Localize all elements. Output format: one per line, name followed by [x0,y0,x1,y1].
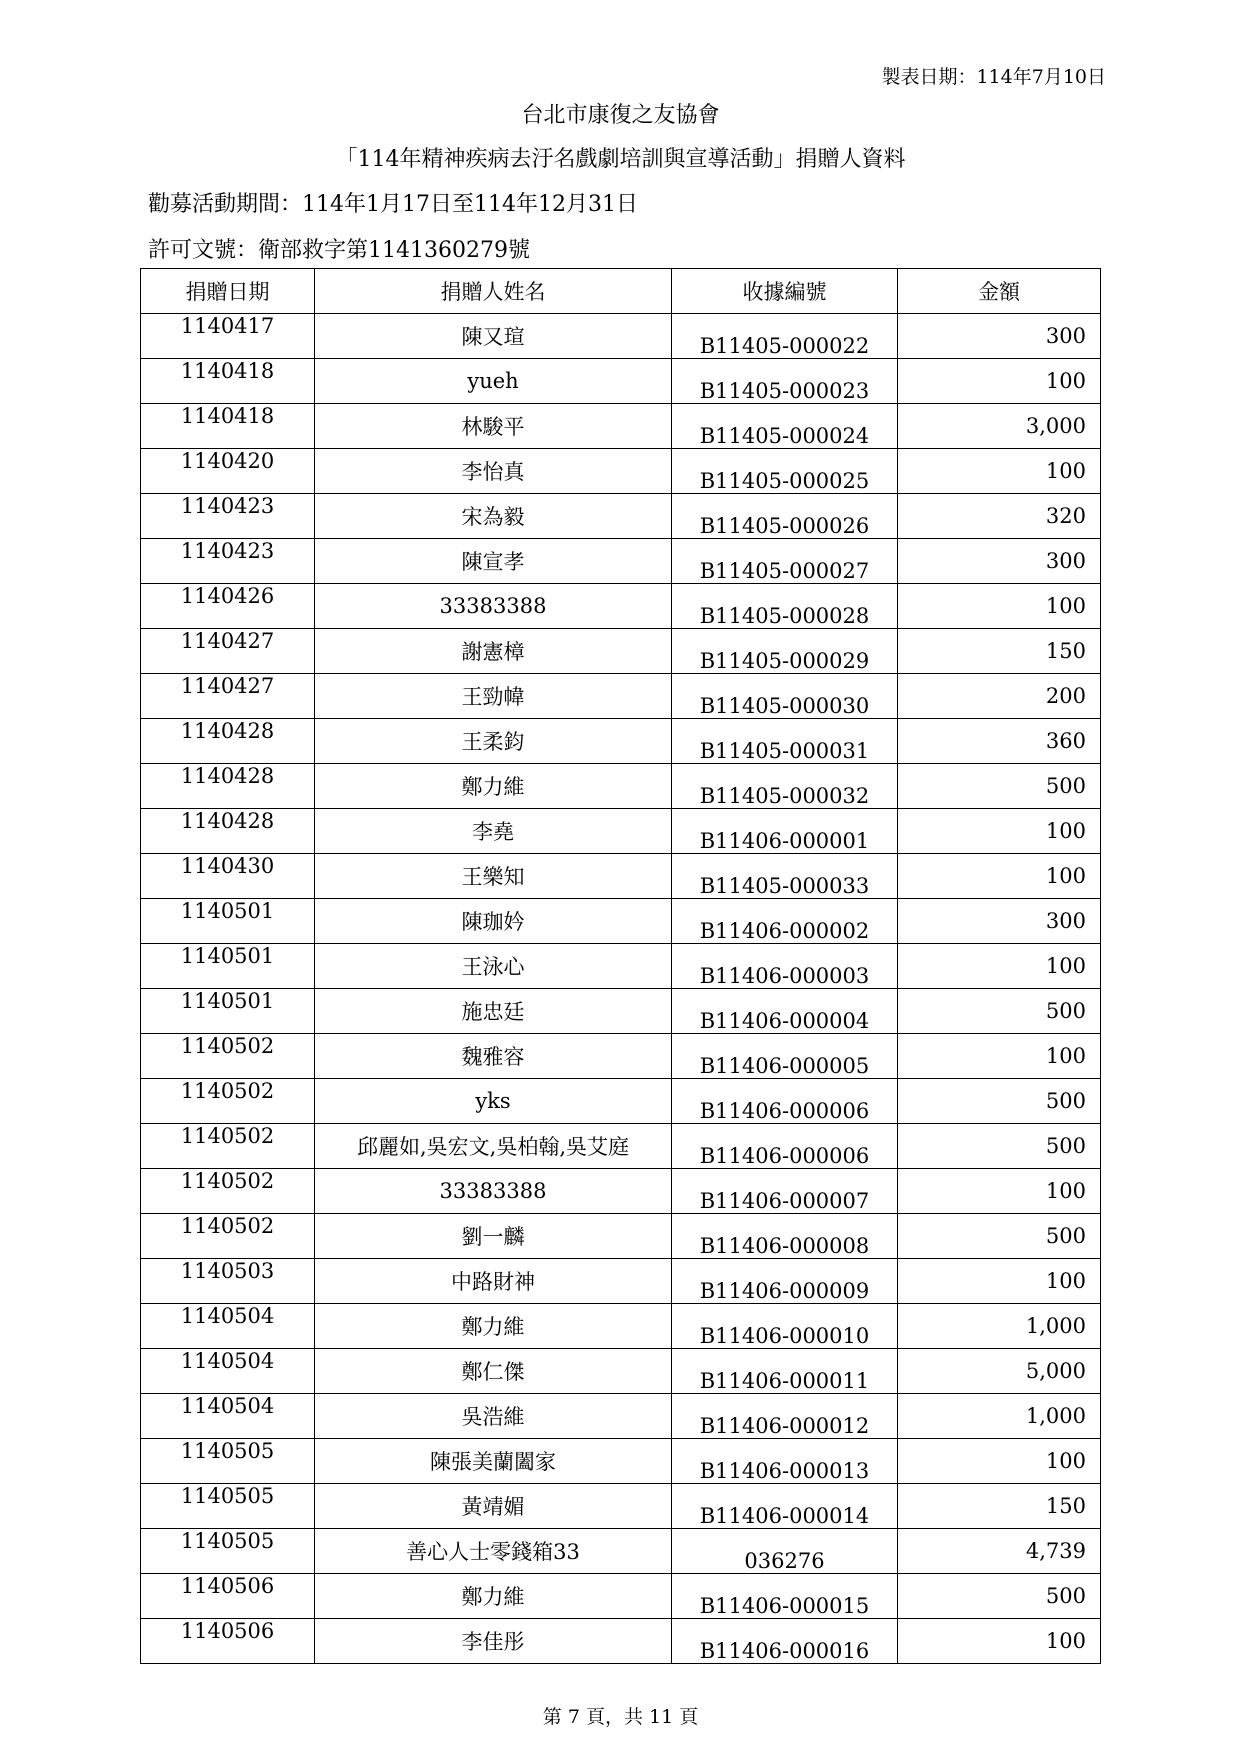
donor-name-cell: 王泳心 [315,944,672,989]
receipt-number-cell: B11406-000006 [672,1079,898,1124]
donation-date-cell: 1140502 [141,1079,315,1124]
amount-cell: 3,000 [898,404,1101,449]
receipt-number-cell: B11406-000003 [672,944,898,989]
amount-cell: 500 [898,1079,1101,1124]
receipt-number-cell: B11405-000024 [672,404,898,449]
column-header-amount: 金額 [898,269,1101,314]
donation-date-cell: 1140417 [141,314,315,359]
amount-cell: 1,000 [898,1304,1101,1349]
donation-date-cell: 1140501 [141,989,315,1034]
column-header-date: 捐贈日期 [141,269,315,314]
donor-name-cell: 吳浩維 [315,1394,672,1439]
table-row [141,719,1101,764]
amount-cell: 150 [898,1484,1101,1529]
amount-cell: 100 [898,449,1101,494]
amount-cell: 360 [898,719,1101,764]
table-row [141,1034,1101,1079]
column-header-receipt: 收據編號 [672,269,898,314]
receipt-number-cell: 036276 [672,1529,898,1574]
donation-date-cell: 1140428 [141,764,315,809]
donor-name-cell: 李怡真 [315,449,672,494]
donation-date-cell: 1140505 [141,1529,315,1574]
table-row [141,449,1101,494]
receipt-number-cell: B11405-000031 [672,719,898,764]
donor-name-cell: 劉一麟 [315,1214,672,1259]
donation-date-cell: 1140501 [141,899,315,944]
table-row [141,1169,1101,1214]
table-row [141,899,1101,944]
receipt-number-cell: B11406-000012 [672,1394,898,1439]
amount-cell: 5,000 [898,1349,1101,1394]
donor-name-cell: yks [315,1079,672,1124]
amount-cell: 100 [898,809,1101,854]
donor-name-cell: 33383388 [315,1169,672,1214]
donation-date-cell: 1140426 [141,584,315,629]
document-title: 「114年精神疾病去汙名戲劇培訓與宣導活動」捐贈人資料 [335,147,906,172]
receipt-number-cell: B11405-000033 [672,854,898,899]
donor-name-cell: 陳宣孝 [315,539,672,584]
amount-cell: 300 [898,539,1101,584]
receipt-number-cell: B11405-000030 [672,674,898,719]
table-row [141,1484,1101,1529]
donor-name-cell: 王樂知 [315,854,672,899]
donation-date-cell: 1140504 [141,1394,315,1439]
donor-name-cell: 鄭力維 [315,764,672,809]
table-row [141,629,1101,674]
permit-number: 許可文號：衛部救字第1141360279號 [148,238,530,263]
receipt-number-cell: B11406-000016 [672,1619,898,1664]
table-row [141,584,1101,629]
donor-name-cell: 鄭仁傑 [315,1349,672,1394]
table-row [141,1259,1101,1304]
amount-cell: 100 [898,359,1101,404]
receipt-number-cell: B11405-000026 [672,494,898,539]
receipt-number-cell: B11405-000022 [672,314,898,359]
donation-date-cell: 1140502 [141,1169,315,1214]
table-row [141,764,1101,809]
donation-date-cell: 1140506 [141,1619,315,1664]
donation-date-cell: 1140504 [141,1304,315,1349]
donor-name-cell: 鄭力維 [315,1304,672,1349]
amount-cell: 100 [898,1619,1101,1664]
donation-date-cell: 1140418 [141,359,315,404]
table-row [141,1439,1101,1484]
donor-name-cell: 黃靖媚 [315,1484,672,1529]
page-number: 第 7 頁，共 11 頁 [542,1706,699,1728]
amount-cell: 500 [898,1574,1101,1619]
receipt-number-cell: B11405-000028 [672,584,898,629]
donor-name-cell: 鄭力維 [315,1574,672,1619]
table-row [141,1079,1101,1124]
donor-table [140,268,1101,1664]
donor-name-cell: 邱麗如,吳宏文,吳柏翰,吳艾庭 [315,1124,672,1169]
amount-cell: 100 [898,944,1101,989]
table-row [141,1574,1101,1619]
donation-date-cell: 1140430 [141,854,315,899]
donation-date-cell: 1140423 [141,494,315,539]
donation-date-cell: 1140506 [141,1574,315,1619]
donation-date-cell: 1140423 [141,539,315,584]
receipt-number-cell: B11406-000006 [672,1124,898,1169]
organization-name: 台北市康復之友協會 [521,103,720,128]
donor-table-body [141,314,1101,1664]
amount-cell: 100 [898,1259,1101,1304]
donation-date-cell: 1140502 [141,1214,315,1259]
table-row [141,1304,1101,1349]
column-header-name: 捐贈人姓名 [315,269,672,314]
receipt-number-cell: B11405-000032 [672,764,898,809]
donor-name-cell: 中路財神 [315,1259,672,1304]
donation-date-cell: 1140502 [141,1034,315,1079]
table-row [141,314,1101,359]
receipt-number-cell: B11406-000014 [672,1484,898,1529]
table-row [141,404,1101,449]
amount-cell: 100 [898,584,1101,629]
amount-cell: 200 [898,674,1101,719]
donation-date-cell: 1140427 [141,629,315,674]
receipt-number-cell: B11406-000011 [672,1349,898,1394]
donor-name-cell: yueh [315,359,672,404]
receipt-number-cell: B11406-000010 [672,1304,898,1349]
amount-cell: 1,000 [898,1394,1101,1439]
table-header-row [141,269,1101,314]
donor-name-cell: 宋為毅 [315,494,672,539]
amount-cell: 500 [898,989,1101,1034]
donor-name-cell: 謝憲樟 [315,629,672,674]
receipt-number-cell: B11405-000025 [672,449,898,494]
amount-cell: 300 [898,899,1101,944]
receipt-number-cell: B11406-000008 [672,1214,898,1259]
receipt-number-cell: B11406-000001 [672,809,898,854]
table-row [141,539,1101,584]
donor-name-cell: 王柔鈞 [315,719,672,764]
donation-date-cell: 1140503 [141,1259,315,1304]
table-row [141,809,1101,854]
donor-name-cell: 林駿平 [315,404,672,449]
donor-name-cell: 善心人士零錢箱33 [315,1529,672,1574]
amount-cell: 100 [898,1034,1101,1079]
donation-date-cell: 1140420 [141,449,315,494]
donor-name-cell: 魏雅容 [315,1034,672,1079]
receipt-number-cell: B11406-000015 [672,1574,898,1619]
table-row [141,854,1101,899]
receipt-number-cell: B11405-000027 [672,539,898,584]
donor-name-cell: 李堯 [315,809,672,854]
amount-cell: 100 [898,854,1101,899]
table-row [141,494,1101,539]
receipt-number-cell: B11406-000013 [672,1439,898,1484]
table-row [141,1349,1101,1394]
amount-cell: 150 [898,629,1101,674]
donation-date-cell: 1140502 [141,1124,315,1169]
donor-name-cell: 王勁幃 [315,674,672,719]
donation-date-cell: 1140505 [141,1484,315,1529]
amount-cell: 300 [898,314,1101,359]
donation-date-cell: 1140504 [141,1349,315,1394]
donation-date-cell: 1140501 [141,944,315,989]
donor-name-cell: 陳又瑄 [315,314,672,359]
table-row [141,674,1101,719]
table-row [141,944,1101,989]
donation-date-cell: 1140428 [141,719,315,764]
amount-cell: 100 [898,1439,1101,1484]
donor-name-cell: 施忠廷 [315,989,672,1034]
amount-cell: 500 [898,1124,1101,1169]
receipt-number-cell: B11406-000004 [672,989,898,1034]
receipt-number-cell: B11406-000009 [672,1259,898,1304]
table-row [141,1214,1101,1259]
amount-cell: 320 [898,494,1101,539]
table-row [141,1394,1101,1439]
table-row [141,1124,1101,1169]
amount-cell: 500 [898,1214,1101,1259]
donation-date-cell: 1140418 [141,404,315,449]
amount-cell: 500 [898,764,1101,809]
donor-name-cell: 陳珈妗 [315,899,672,944]
amount-cell: 4,739 [898,1529,1101,1574]
amount-cell: 100 [898,1169,1101,1214]
table-row [141,989,1101,1034]
donor-name-cell: 陳張美蘭闔家 [315,1439,672,1484]
receipt-number-cell: B11406-000005 [672,1034,898,1079]
receipt-number-cell: B11405-000029 [672,629,898,674]
receipt-number-cell: B11405-000023 [672,359,898,404]
donation-date-cell: 1140505 [141,1439,315,1484]
donor-name-cell: 33383388 [315,584,672,629]
table-row [141,1529,1101,1574]
donation-date-cell: 1140428 [141,809,315,854]
table-row [141,1619,1101,1664]
campaign-period: 勸募活動期間：114年1月17日至114年12月31日 [148,192,638,217]
table-row [141,359,1101,404]
receipt-number-cell: B11406-000007 [672,1169,898,1214]
report-date: 製表日期：114年7月10日 [881,66,1106,88]
donation-date-cell: 1140427 [141,674,315,719]
donor-name-cell: 李佳彤 [315,1619,672,1664]
receipt-number-cell: B11406-000002 [672,899,898,944]
